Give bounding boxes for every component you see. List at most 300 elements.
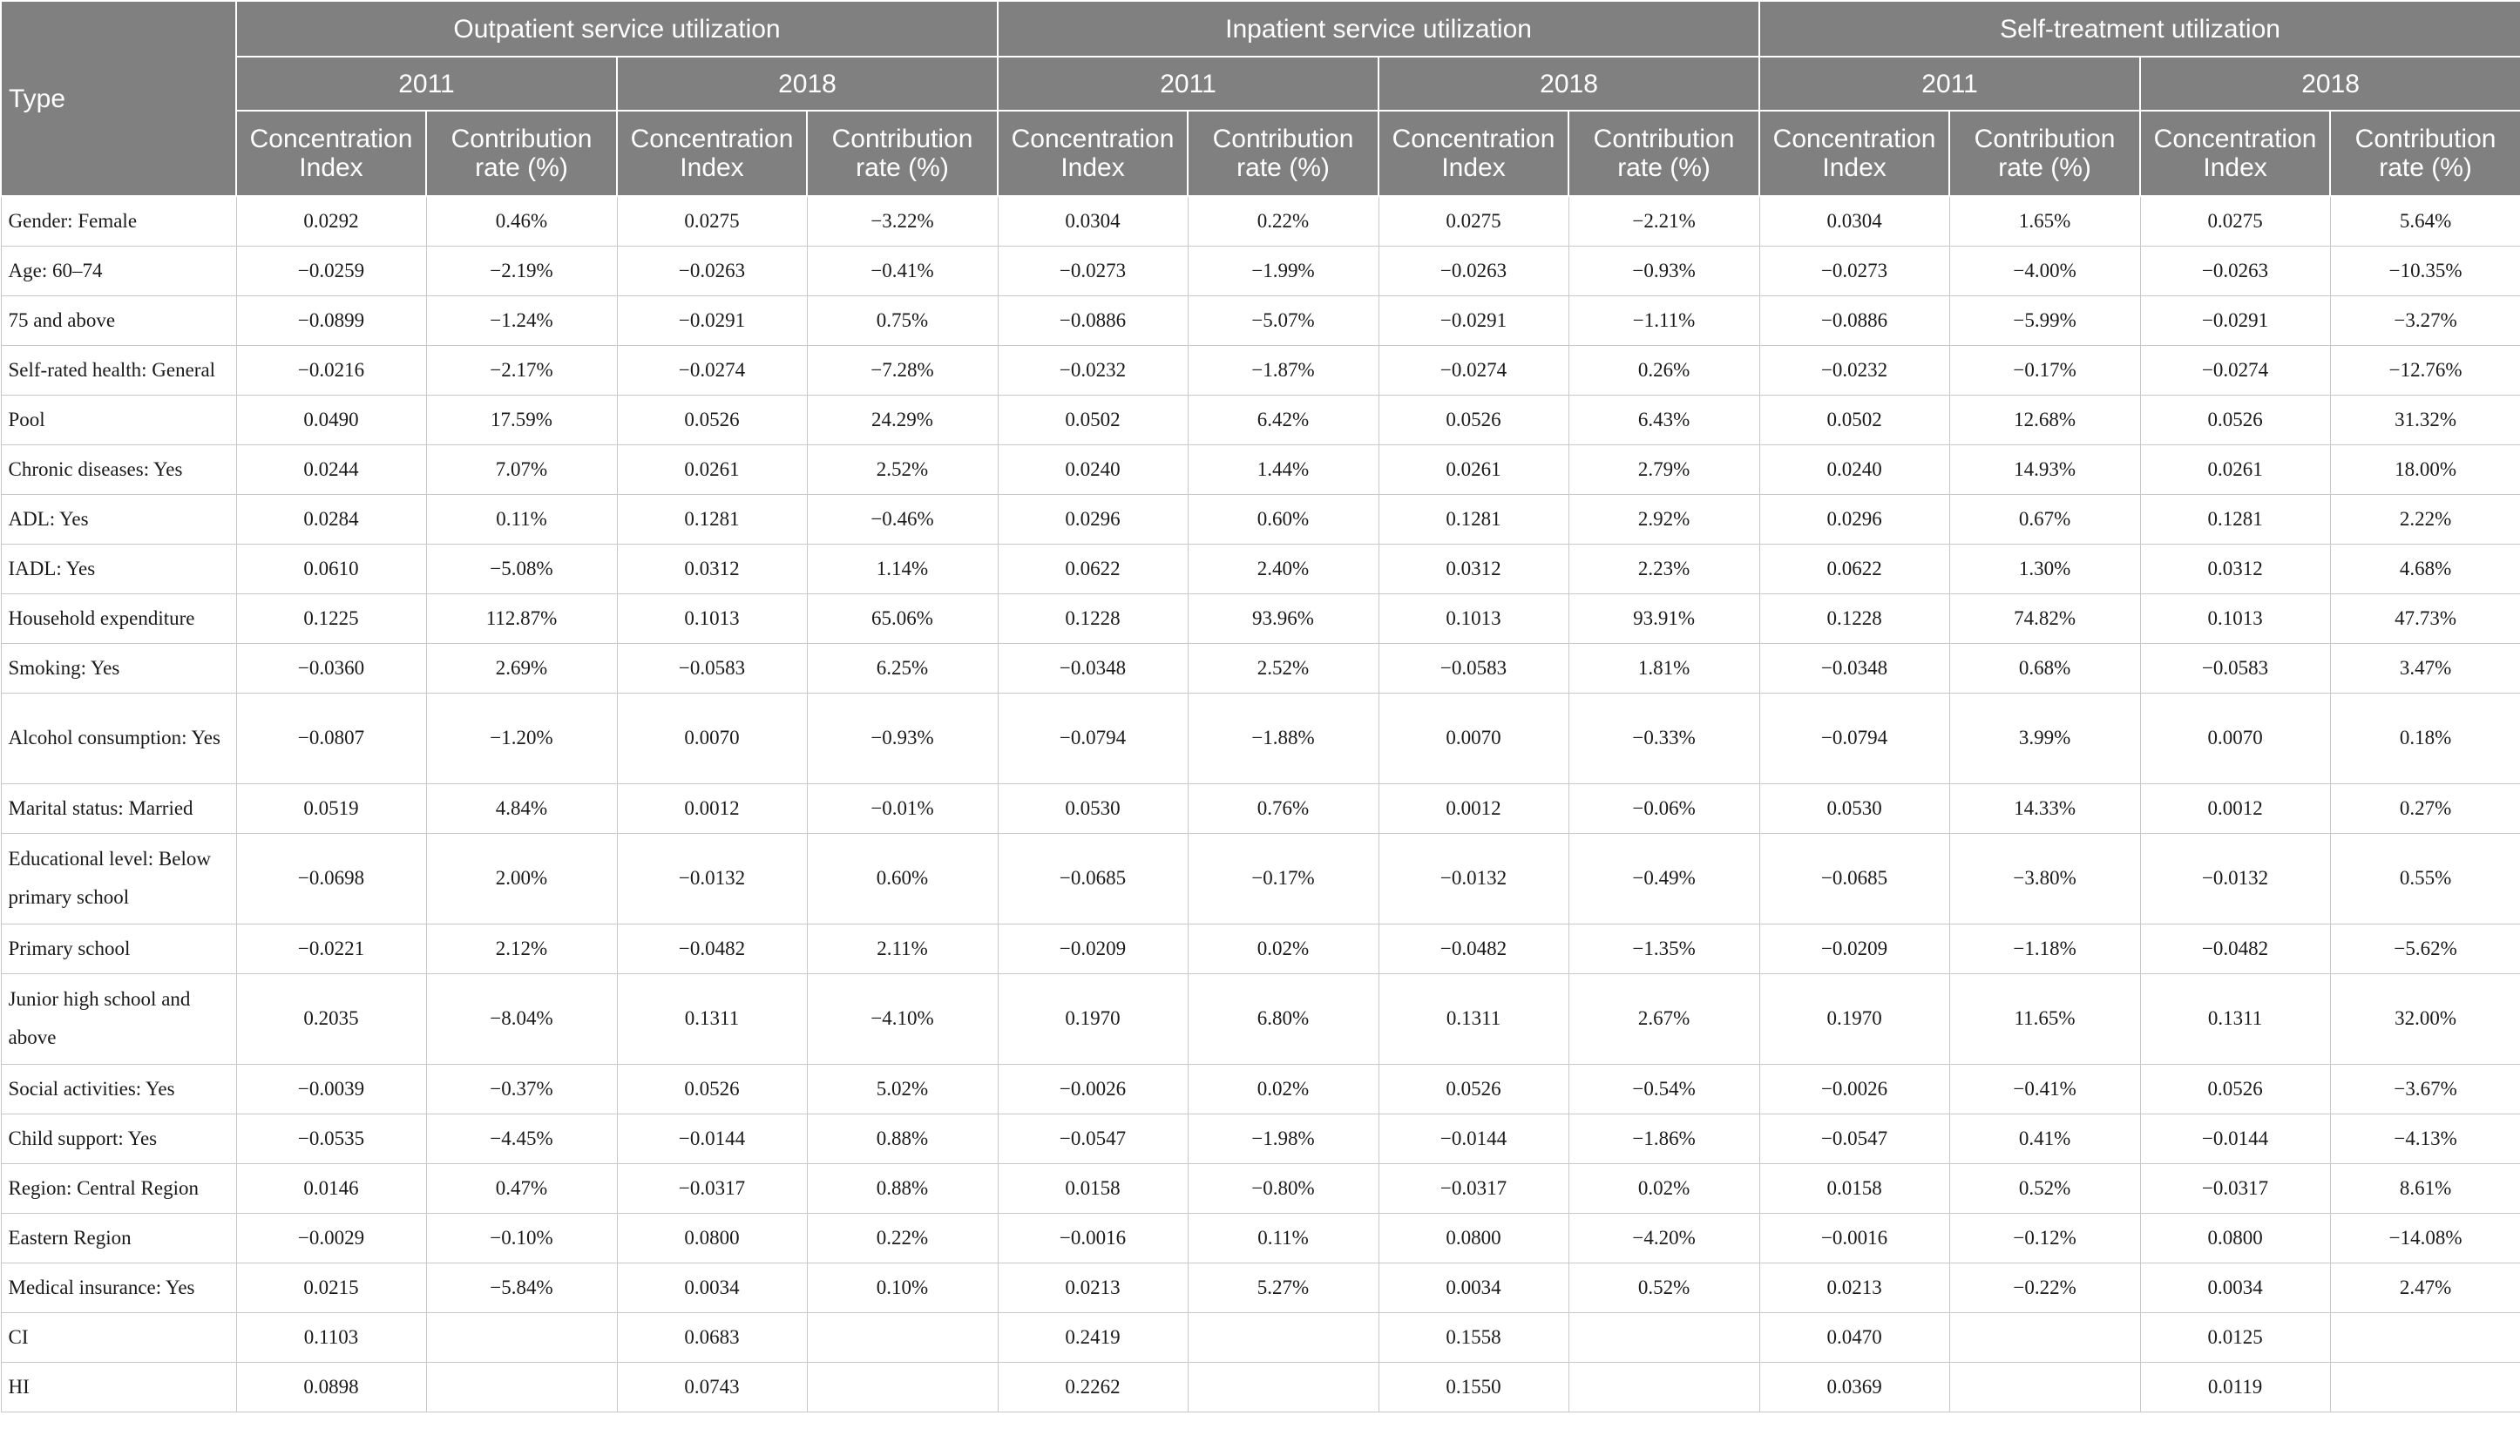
concentration-index-cell: −0.0132 — [617, 833, 807, 924]
concentration-index-cell: −0.0263 — [1379, 246, 1568, 295]
contribution-rate-cell: −10.35% — [2330, 246, 2520, 295]
contribution-rate-cell: 0.02% — [1188, 924, 1379, 973]
table-row — [1, 1312, 2520, 1362]
contribution-rate-cell: 1.14% — [807, 544, 998, 593]
concentration-index-cell: −0.0144 — [617, 1114, 807, 1163]
concentration-index-cell: −0.0291 — [2140, 295, 2330, 345]
group-header-inpatient: Inpatient service utilization — [998, 1, 1759, 57]
contribution-rate-cell — [426, 1312, 617, 1362]
concentration-index-cell: −0.0209 — [1759, 924, 1949, 973]
contribution-rate-cell: −1.18% — [1949, 924, 2140, 973]
concentration-index-cell: 0.1225 — [236, 593, 426, 643]
contribution-rate-cell: −0.17% — [1949, 345, 2140, 395]
concentration-index-cell: −0.0221 — [236, 924, 426, 973]
group-header-self-treatment: Self-treatment utilization — [1759, 1, 2520, 57]
contribution-rate-cell: −0.06% — [1568, 783, 1759, 833]
contribution-rate-cell: −5.84% — [426, 1263, 617, 1312]
contribution-rate-cell: 0.46% — [426, 196, 617, 246]
row-label: HI — [1, 1362, 236, 1412]
concentration-index-cell: −0.0794 — [998, 693, 1188, 783]
contribution-rate-cell: −4.10% — [807, 973, 998, 1064]
contribution-rate-cell: −1.24% — [426, 295, 617, 345]
concentration-index-cell: −0.0886 — [998, 295, 1188, 345]
row-label: CI — [1, 1312, 236, 1362]
concentration-index-cell: −0.0317 — [617, 1163, 807, 1213]
contribution-rate-cell — [2330, 1362, 2520, 1412]
concentration-index-cell: −0.0232 — [998, 345, 1188, 395]
concentration-index-cell: −0.0583 — [2140, 643, 2330, 693]
contribution-rate-cell: −1.88% — [1188, 693, 1379, 783]
contribution-rate-cell: 0.27% — [2330, 783, 2520, 833]
contribution-rate-cell: 5.64% — [2330, 196, 2520, 246]
contribution-rate-cell: 0.41% — [1949, 1114, 2140, 1163]
contribution-rate-cell: 8.61% — [2330, 1163, 2520, 1213]
concentration-index-cell: −0.0144 — [2140, 1114, 2330, 1163]
concentration-index-cell: 0.0526 — [617, 395, 807, 444]
concentration-index-cell: 0.0034 — [2140, 1263, 2330, 1312]
concentration-index-cell: −0.0273 — [1759, 246, 1949, 295]
concentration-index-cell: 0.0215 — [236, 1263, 426, 1312]
contribution-rate-cell: −0.80% — [1188, 1163, 1379, 1213]
concentration-index-cell: 0.0519 — [236, 783, 426, 833]
contribution-rate-cell: 2.22% — [2330, 494, 2520, 544]
concentration-index-cell: 0.0296 — [998, 494, 1188, 544]
concentration-index-cell: −0.0274 — [2140, 345, 2330, 395]
contribution-rate-cell: −0.22% — [1949, 1263, 2140, 1312]
table-row — [1, 1114, 2520, 1163]
concentration-index-cell: 0.0275 — [617, 196, 807, 246]
concentration-index-cell: 0.1970 — [1759, 973, 1949, 1064]
table-row — [1, 1362, 2520, 1412]
contribution-rate-cell: 3.47% — [2330, 643, 2520, 693]
table-row — [1, 494, 2520, 544]
contribution-rate-cell — [1949, 1362, 2140, 1412]
contribution-rate-cell: −2.19% — [426, 246, 617, 295]
contribution-rate-cell: 6.43% — [1568, 395, 1759, 444]
contribution-rate-cell: 12.68% — [1949, 395, 2140, 444]
concentration-index-cell: −0.0583 — [617, 643, 807, 693]
table-row — [1, 395, 2520, 444]
contribution-rate-cell: 0.75% — [807, 295, 998, 345]
contribution-rate-cell: 32.00% — [2330, 973, 2520, 1064]
contribution-rate-cell: −0.37% — [426, 1064, 617, 1114]
contribution-rate-cell: 4.84% — [426, 783, 617, 833]
table-row — [1, 1263, 2520, 1312]
concentration-index-cell: −0.0698 — [236, 833, 426, 924]
table-row — [1, 924, 2520, 973]
contribution-rate-cell — [807, 1312, 998, 1362]
contribution-rate-cell: 0.11% — [426, 494, 617, 544]
concentration-index-cell: −0.0317 — [2140, 1163, 2330, 1213]
concentration-index-cell: 0.0244 — [236, 444, 426, 494]
concentration-index-cell: −0.0273 — [998, 246, 1188, 295]
contribution-rate-cell: 112.87% — [426, 593, 617, 643]
contribution-rate-cell: −12.76% — [2330, 345, 2520, 395]
contribution-rate-cell: −0.41% — [807, 246, 998, 295]
concentration-index-cell: 0.0800 — [2140, 1213, 2330, 1263]
table-row — [1, 833, 2520, 924]
concentration-index-cell: 0.0012 — [2140, 783, 2330, 833]
concentration-index-cell: 0.0526 — [1379, 1064, 1568, 1114]
concentration-index-cell: −0.0263 — [617, 246, 807, 295]
contribution-rate-cell: 0.22% — [1188, 196, 1379, 246]
contribution-rate-cell — [2330, 1312, 2520, 1362]
contribution-rate-cell: 1.44% — [1188, 444, 1379, 494]
table-body — [1, 196, 2520, 1412]
year-header: 2011 — [236, 57, 617, 111]
row-label: Self-rated health: General — [1, 345, 236, 395]
concentration-index-header: Concentration Index — [1759, 111, 1949, 196]
concentration-index-cell: −0.0583 — [1379, 643, 1568, 693]
contribution-rate-cell: −1.99% — [1188, 246, 1379, 295]
concentration-index-cell: 0.0683 — [617, 1312, 807, 1362]
table-row — [1, 295, 2520, 345]
contribution-rate-cell: 0.88% — [807, 1163, 998, 1213]
contribution-rate-cell: −0.01% — [807, 783, 998, 833]
contribution-rate-cell: 5.02% — [807, 1064, 998, 1114]
contribution-rate-cell: 18.00% — [2330, 444, 2520, 494]
contribution-rate-header: Contribution rate (%) — [1188, 111, 1379, 196]
contribution-rate-cell: 1.30% — [1949, 544, 2140, 593]
concentration-index-cell: −0.0899 — [236, 295, 426, 345]
contribution-rate-cell: 93.91% — [1568, 593, 1759, 643]
concentration-index-cell: 0.1228 — [998, 593, 1188, 643]
concentration-index-cell: 0.0800 — [1379, 1213, 1568, 1263]
contribution-rate-cell: −2.21% — [1568, 196, 1759, 246]
contribution-rate-cell: 2.47% — [2330, 1263, 2520, 1312]
contribution-rate-cell: 74.82% — [1949, 593, 2140, 643]
concentration-index-cell: 0.1311 — [617, 973, 807, 1064]
concentration-index-cell: 0.0261 — [1379, 444, 1568, 494]
contribution-rate-cell: 0.02% — [1568, 1163, 1759, 1213]
concentration-index-cell: −0.0685 — [1759, 833, 1949, 924]
concentration-index-header: Concentration Index — [1379, 111, 1568, 196]
concentration-index-cell: −0.0547 — [1759, 1114, 1949, 1163]
contribution-rate-cell: 2.52% — [807, 444, 998, 494]
concentration-index-cell: 0.0034 — [617, 1263, 807, 1312]
contribution-rate-cell: −0.12% — [1949, 1213, 2140, 1263]
row-label: Alcohol consumption: Yes — [1, 693, 236, 783]
row-label: Age: 60–74 — [1, 246, 236, 295]
concentration-index-cell: −0.0026 — [998, 1064, 1188, 1114]
concentration-index-cell: 0.0296 — [1759, 494, 1949, 544]
contribution-rate-cell: −0.54% — [1568, 1064, 1759, 1114]
concentration-index-cell: −0.0291 — [1379, 295, 1568, 345]
contribution-rate-cell — [1188, 1362, 1379, 1412]
concentration-index-cell: 0.0490 — [236, 395, 426, 444]
contribution-rate-cell — [1188, 1312, 1379, 1362]
row-label: Eastern Region — [1, 1213, 236, 1263]
concentration-index-cell: 0.0743 — [617, 1362, 807, 1412]
contribution-rate-cell: 0.22% — [807, 1213, 998, 1263]
concentration-index-cell: −0.0482 — [2140, 924, 2330, 973]
concentration-index-cell: 0.0119 — [2140, 1362, 2330, 1412]
year-header: 2018 — [1379, 57, 1759, 111]
concentration-index-cell: −0.0039 — [236, 1064, 426, 1114]
concentration-index-cell: 0.0502 — [998, 395, 1188, 444]
contribution-rate-cell: −14.08% — [2330, 1213, 2520, 1263]
concentration-index-cell: 0.0261 — [617, 444, 807, 494]
concentration-index-cell: 0.0502 — [1759, 395, 1949, 444]
concentration-index-cell: −0.0482 — [1379, 924, 1568, 973]
row-label: 75 and above — [1, 295, 236, 345]
concentration-index-cell: −0.0029 — [236, 1213, 426, 1263]
table-row — [1, 196, 2520, 246]
row-label: IADL: Yes — [1, 544, 236, 593]
row-label: Region: Central Region — [1, 1163, 236, 1213]
concentration-index-cell: −0.0685 — [998, 833, 1188, 924]
concentration-index-cell: 0.0292 — [236, 196, 426, 246]
concentration-index-cell: 0.0526 — [2140, 1064, 2330, 1114]
concentration-index-cell: 0.0622 — [998, 544, 1188, 593]
concentration-index-cell: 0.1311 — [2140, 973, 2330, 1064]
concentration-index-cell: 0.0312 — [1379, 544, 1568, 593]
concentration-index-cell: −0.0209 — [998, 924, 1188, 973]
table-row — [1, 246, 2520, 295]
contribution-rate-cell: 2.00% — [426, 833, 617, 924]
contribution-rate-cell: −0.41% — [1949, 1064, 2140, 1114]
contribution-rate-cell: 1.81% — [1568, 643, 1759, 693]
row-label: Child support: Yes — [1, 1114, 236, 1163]
table-row — [1, 444, 2520, 494]
concentration-index-cell: −0.0232 — [1759, 345, 1949, 395]
concentration-index-cell: 0.0240 — [1759, 444, 1949, 494]
concentration-index-cell: 0.1103 — [236, 1312, 426, 1362]
contribution-rate-cell: −0.17% — [1188, 833, 1379, 924]
contribution-rate-cell: 93.96% — [1188, 593, 1379, 643]
concentration-index-cell: 0.0312 — [2140, 544, 2330, 593]
table-row — [1, 783, 2520, 833]
row-label: Medical insurance: Yes — [1, 1263, 236, 1312]
concentration-index-header: Concentration Index — [617, 111, 807, 196]
concentration-index-cell: −0.0348 — [1759, 643, 1949, 693]
contribution-rate-header: Contribution rate (%) — [426, 111, 617, 196]
row-label: Junior high school and above — [1, 973, 236, 1064]
contribution-rate-cell: −1.20% — [426, 693, 617, 783]
contribution-rate-cell: −4.45% — [426, 1114, 617, 1163]
table-row — [1, 973, 2520, 1064]
contribution-rate-cell: 0.10% — [807, 1263, 998, 1312]
contribution-rate-cell: −5.08% — [426, 544, 617, 593]
contribution-rate-cell: 2.12% — [426, 924, 617, 973]
concentration-index-cell: 0.0125 — [2140, 1312, 2330, 1362]
contribution-rate-cell: 31.32% — [2330, 395, 2520, 444]
contribution-rate-cell: −5.07% — [1188, 295, 1379, 345]
contribution-rate-cell: −4.20% — [1568, 1213, 1759, 1263]
row-label: Chronic diseases: Yes — [1, 444, 236, 494]
concentration-index-cell: −0.0274 — [1379, 345, 1568, 395]
contribution-rate-cell — [1568, 1362, 1759, 1412]
concentration-index-cell: 0.1281 — [2140, 494, 2330, 544]
table-header — [1, 1, 2520, 196]
contribution-rate-cell: 0.60% — [1188, 494, 1379, 544]
contribution-rate-cell: −0.49% — [1568, 833, 1759, 924]
concentration-index-cell: 0.0530 — [998, 783, 1188, 833]
concentration-index-cell: 0.0146 — [236, 1163, 426, 1213]
concentration-index-cell: −0.0291 — [617, 295, 807, 345]
group-header-outpatient: Outpatient service utilization — [236, 1, 998, 57]
row-label: Smoking: Yes — [1, 643, 236, 693]
contribution-rate-cell: 0.02% — [1188, 1064, 1379, 1114]
contribution-rate-cell: 0.11% — [1188, 1213, 1379, 1263]
contribution-rate-cell: −1.11% — [1568, 295, 1759, 345]
contribution-rate-cell — [807, 1362, 998, 1412]
contribution-rate-cell: 2.67% — [1568, 973, 1759, 1064]
concentration-index-cell: −0.0794 — [1759, 693, 1949, 783]
table-row — [1, 1064, 2520, 1114]
concentration-index-cell: 0.0470 — [1759, 1312, 1949, 1362]
row-label: Pool — [1, 395, 236, 444]
contribution-rate-cell: −3.22% — [807, 196, 998, 246]
contribution-rate-cell: −1.87% — [1188, 345, 1379, 395]
concentration-index-cell: 0.0158 — [1759, 1163, 1949, 1213]
contribution-rate-header: Contribution rate (%) — [2330, 111, 2520, 196]
concentration-index-cell: 0.2035 — [236, 973, 426, 1064]
concentration-index-cell: −0.0360 — [236, 643, 426, 693]
contribution-rate-cell: 0.67% — [1949, 494, 2140, 544]
contribution-rate-cell: −0.33% — [1568, 693, 1759, 783]
concentration-index-cell: 0.0304 — [1759, 196, 1949, 246]
row-label: Educational level: Below primary school — [1, 833, 236, 924]
contribution-rate-cell: 14.93% — [1949, 444, 2140, 494]
concentration-index-cell: 0.0312 — [617, 544, 807, 593]
contribution-rate-cell: 2.23% — [1568, 544, 1759, 593]
table-row — [1, 544, 2520, 593]
concentration-index-cell: 0.1558 — [1379, 1312, 1568, 1362]
concentration-index-cell: −0.0132 — [2140, 833, 2330, 924]
concentration-index-cell: 0.0530 — [1759, 783, 1949, 833]
concentration-index-cell: −0.0263 — [2140, 246, 2330, 295]
table-row — [1, 1213, 2520, 1263]
contribution-rate-cell: −1.98% — [1188, 1114, 1379, 1163]
concentration-index-cell: 0.1013 — [2140, 593, 2330, 643]
concentration-index-cell: 0.0012 — [1379, 783, 1568, 833]
contribution-rate-cell: 7.07% — [426, 444, 617, 494]
contribution-rate-cell: 1.65% — [1949, 196, 2140, 246]
concentration-index-cell: 0.0070 — [617, 693, 807, 783]
concentration-index-cell: 0.1013 — [1379, 593, 1568, 643]
contribution-rate-cell: 0.60% — [807, 833, 998, 924]
year-header: 2011 — [1759, 57, 2140, 111]
contribution-rate-cell: 65.06% — [807, 593, 998, 643]
row-label: Primary school — [1, 924, 236, 973]
concentration-index-cell: 0.0526 — [2140, 395, 2330, 444]
contribution-rate-header: Contribution rate (%) — [807, 111, 998, 196]
contribution-rate-cell: 11.65% — [1949, 973, 2140, 1064]
contribution-rate-header: Contribution rate (%) — [1568, 111, 1759, 196]
concentration-index-cell: 0.2262 — [998, 1362, 1188, 1412]
concentration-index-header: Concentration Index — [2140, 111, 2330, 196]
contribution-rate-cell: −5.99% — [1949, 295, 2140, 345]
concentration-index-cell: 0.0526 — [617, 1064, 807, 1114]
row-label: Social activities: Yes — [1, 1064, 236, 1114]
table-row — [1, 593, 2520, 643]
concentration-index-cell: 0.0369 — [1759, 1362, 1949, 1412]
contribution-rate-cell: −3.67% — [2330, 1064, 2520, 1114]
concentration-index-cell: 0.1281 — [1379, 494, 1568, 544]
row-label: Household expenditure — [1, 593, 236, 643]
contribution-rate-cell: −3.80% — [1949, 833, 2140, 924]
concentration-index-cell: −0.0026 — [1759, 1064, 1949, 1114]
contribution-rate-cell: −8.04% — [426, 973, 617, 1064]
table-row — [1, 643, 2520, 693]
table-row — [1, 345, 2520, 395]
subheader-row — [1, 111, 2520, 196]
concentration-index-cell: 0.0898 — [236, 1362, 426, 1412]
concentration-index-cell: −0.0535 — [236, 1114, 426, 1163]
contribution-rate-cell — [1568, 1312, 1759, 1362]
concentration-index-header: Concentration Index — [236, 111, 426, 196]
table-row — [1, 1163, 2520, 1213]
contribution-rate-cell: 0.52% — [1568, 1263, 1759, 1312]
concentration-index-cell: 0.0304 — [998, 196, 1188, 246]
concentration-index-cell: 0.2419 — [998, 1312, 1188, 1362]
contribution-rate-cell: 17.59% — [426, 395, 617, 444]
concentration-index-cell: −0.0016 — [1759, 1213, 1949, 1263]
contribution-rate-cell: −7.28% — [807, 345, 998, 395]
table-row — [1, 693, 2520, 783]
row-label: Marital status: Married — [1, 783, 236, 833]
contribution-rate-cell: 2.52% — [1188, 643, 1379, 693]
concentration-index-cell: 0.0158 — [998, 1163, 1188, 1213]
contribution-rate-cell: −2.17% — [426, 345, 617, 395]
concentration-index-cell: −0.0547 — [998, 1114, 1188, 1163]
contribution-rate-cell: 2.40% — [1188, 544, 1379, 593]
concentration-index-cell: −0.0317 — [1379, 1163, 1568, 1213]
concentration-index-cell: −0.0807 — [236, 693, 426, 783]
contribution-rate-cell: −0.93% — [1568, 246, 1759, 295]
concentration-index-cell: −0.0274 — [617, 345, 807, 395]
contribution-rate-cell: −0.93% — [807, 693, 998, 783]
contribution-rate-cell: 2.69% — [426, 643, 617, 693]
concentration-index-cell: −0.0482 — [617, 924, 807, 973]
contribution-rate-cell — [426, 1362, 617, 1412]
row-label: Gender: Female — [1, 196, 236, 246]
concentration-index-cell: 0.0610 — [236, 544, 426, 593]
concentration-index-cell: 0.0213 — [1759, 1263, 1949, 1312]
contribution-rate-cell: 4.68% — [2330, 544, 2520, 593]
concentration-index-cell: 0.0034 — [1379, 1263, 1568, 1312]
contribution-rate-cell: 6.42% — [1188, 395, 1379, 444]
contribution-rate-cell: 24.29% — [807, 395, 998, 444]
concentration-index-cell: 0.0284 — [236, 494, 426, 544]
row-label: ADL: Yes — [1, 494, 236, 544]
contribution-rate-cell: 0.55% — [2330, 833, 2520, 924]
concentration-index-cell: −0.0348 — [998, 643, 1188, 693]
concentration-index-cell: −0.0259 — [236, 246, 426, 295]
concentration-index-cell: −0.0216 — [236, 345, 426, 395]
contribution-rate-cell: 6.80% — [1188, 973, 1379, 1064]
concentration-index-cell: 0.0261 — [2140, 444, 2330, 494]
contribution-rate-cell: 5.27% — [1188, 1263, 1379, 1312]
concentration-index-cell: 0.0240 — [998, 444, 1188, 494]
contribution-rate-cell: 2.92% — [1568, 494, 1759, 544]
concentration-index-cell: −0.0886 — [1759, 295, 1949, 345]
year-header: 2018 — [2140, 57, 2520, 111]
contribution-rate-cell: 0.68% — [1949, 643, 2140, 693]
concentration-index-cell: 0.0070 — [2140, 693, 2330, 783]
contribution-rate-cell: −0.10% — [426, 1213, 617, 1263]
concentration-index-cell: −0.0144 — [1379, 1114, 1568, 1163]
contribution-rate-cell: −3.27% — [2330, 295, 2520, 345]
concentration-index-cell: 0.0526 — [1379, 395, 1568, 444]
contribution-rate-cell: 0.88% — [807, 1114, 998, 1163]
concentration-index-cell: 0.0275 — [1379, 196, 1568, 246]
contribution-rate-cell: −1.86% — [1568, 1114, 1759, 1163]
contribution-rate-cell: −5.62% — [2330, 924, 2520, 973]
contribution-rate-cell: −0.46% — [807, 494, 998, 544]
contribution-rate-cell: −1.35% — [1568, 924, 1759, 973]
